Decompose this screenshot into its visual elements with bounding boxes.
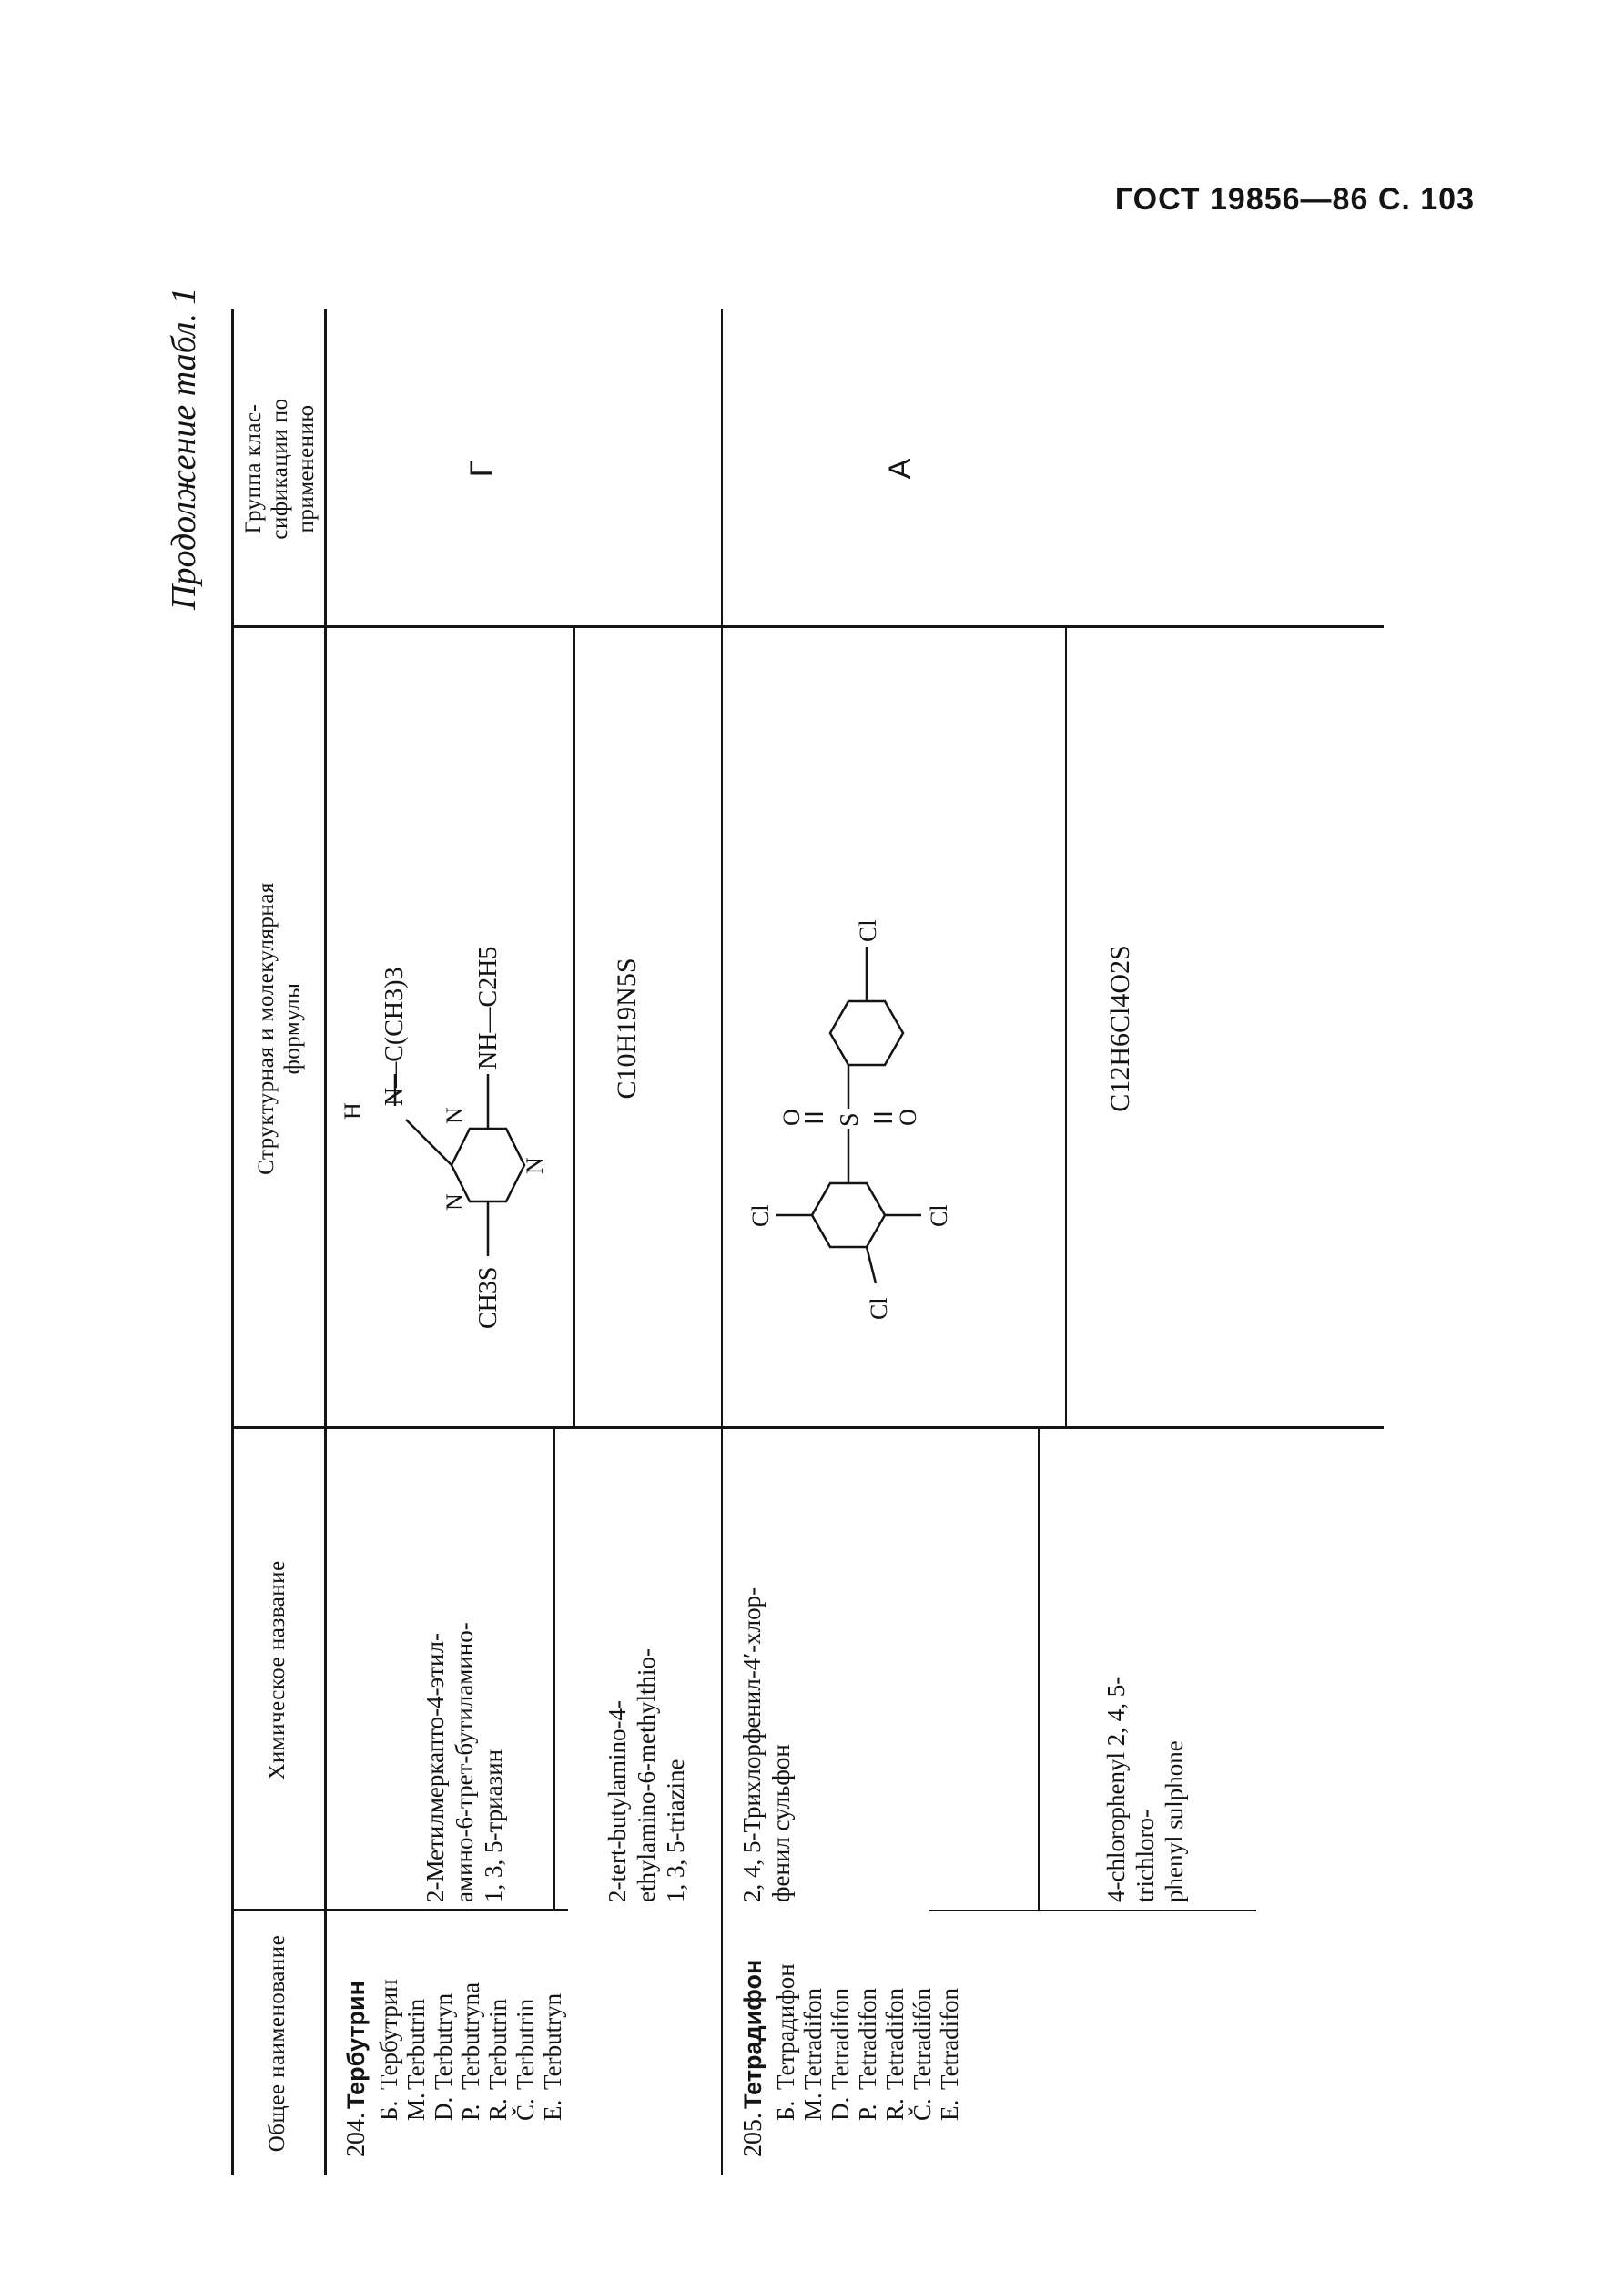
list-item: E.Tetradifon	[936, 1987, 963, 2121]
list-item: Б.Тетрадифон	[772, 1963, 799, 2121]
chem-line: 2-Метилмеркапто-4-этил-	[421, 1633, 449, 1902]
row205-group: А	[883, 458, 918, 480]
struct-s-label: S	[836, 1112, 864, 1127]
list-item: E.Terbutryn	[539, 1992, 566, 2121]
struct-cl-label: Cl	[855, 919, 881, 942]
header-formula-line-1: Структурная и молекулярная	[254, 882, 279, 1175]
struct-h-label: H	[340, 1102, 366, 1120]
chem-line: 1, 3, 5-triazine	[662, 1759, 689, 1902]
chem-line: амино-6-трет-бутиламино-	[451, 1622, 478, 1902]
list-item: D.Tetradifon	[827, 1987, 854, 2121]
list-item: Б.Тербутрин	[375, 1979, 402, 2121]
struct-ring-n: N	[522, 1157, 548, 1174]
struct-cl-label: Cl	[747, 1204, 774, 1227]
list-item: Р.Tetradifon	[854, 1987, 881, 2121]
row205-chem-split	[1038, 1429, 1040, 1911]
struct-nh-label: NH—C2H5	[474, 946, 502, 1070]
chem-line: 2, 4, 5-Трихлорфенил-4′-хлор-	[738, 1587, 766, 1902]
row204-group: Г	[464, 460, 499, 478]
struct-o-label: O	[778, 1109, 805, 1126]
struct-ring-n: N	[442, 1193, 468, 1211]
row204-chem-ru	[421, 1438, 508, 1902]
row204-molecular-formula: C10H19N5S	[612, 958, 642, 1100]
row205-chem-en	[1101, 1438, 1189, 1902]
row205-formula-split	[1065, 628, 1067, 1429]
row205-number: 205.	[739, 2113, 767, 2157]
col-separator-1-bottom	[929, 1910, 1256, 1911]
table-caption: Продолжение табл. 1	[165, 287, 203, 610]
list-item: Р.Terbutryna	[457, 1982, 484, 2121]
header-group-line-2: сификации по	[268, 398, 292, 540]
header-common-name: Общее наименование	[265, 1934, 289, 2153]
row205-common-cell	[739, 1911, 963, 2157]
row205-structure	[721, 628, 1065, 1429]
list-item: D.Terbutryn	[430, 1992, 457, 2121]
chem-line: 2-tert-butylamino-4-	[604, 1700, 631, 1902]
row204-number: 204.	[342, 2113, 370, 2157]
chem-line: phenyl sulphone	[1161, 1740, 1188, 1902]
row205-chem-ru	[737, 1438, 796, 1902]
rotated-table	[164, 209, 1438, 2175]
row205-title: Тетрадифон	[739, 1959, 766, 2109]
header-formula-line-2: формулы	[280, 982, 305, 1075]
header-formula	[253, 628, 306, 1429]
table-top-rule	[231, 309, 234, 2175]
header-chemical-name: Химическое название	[265, 1560, 289, 1780]
list-item: М.Terbutrin	[402, 1998, 430, 2121]
page-header: ГОСТ 19856—86 С. 103	[1114, 182, 1475, 217]
list-item: Č.Terbutrin	[512, 1998, 539, 2121]
list-item: R.Terbutrin	[484, 1998, 512, 2121]
row204-name-list	[375, 1911, 566, 2121]
header-group-line-3: применению	[294, 404, 319, 533]
row204-structure	[324, 628, 573, 1429]
struct-tbu-label: N—C(CH3)3	[381, 967, 409, 1106]
chem-line: фенил сульфон	[767, 1744, 795, 1902]
row204-title: Тербутрин	[342, 1981, 370, 2109]
header-group-line-1: Группа клас-	[241, 403, 266, 534]
row204-chem-split	[553, 1429, 555, 1911]
chem-line: 1, 3, 5-триазин	[480, 1749, 507, 1902]
list-item: М.Tetradifon	[799, 1987, 827, 2121]
list-item: Č.Tetradifón	[908, 1987, 936, 2121]
chem-line: 4-chlorophenyl 2, 4, 5-	[1102, 1676, 1130, 1902]
list-item: R.Tetradifon	[881, 1987, 908, 2121]
struct-cl-label: Cl	[866, 1297, 892, 1320]
struct-sub-left: CH3S	[474, 1266, 502, 1329]
row204-chem-en	[603, 1438, 690, 1902]
row204-formula-split	[573, 628, 575, 1429]
chem-line: ethylamino-6-methylthio-	[633, 1648, 660, 1902]
struct-o-label: O	[895, 1109, 921, 1126]
row205-name-list	[772, 1911, 963, 2121]
struct-cl-label: Cl	[926, 1204, 952, 1227]
header-group	[240, 309, 320, 628]
chem-line: trichloro-	[1132, 1810, 1159, 1902]
row205-molecular-formula: C12H6Cl4O2S	[1105, 945, 1135, 1112]
row204-common-cell	[342, 1911, 566, 2157]
struct-ring-n: N	[442, 1107, 468, 1124]
